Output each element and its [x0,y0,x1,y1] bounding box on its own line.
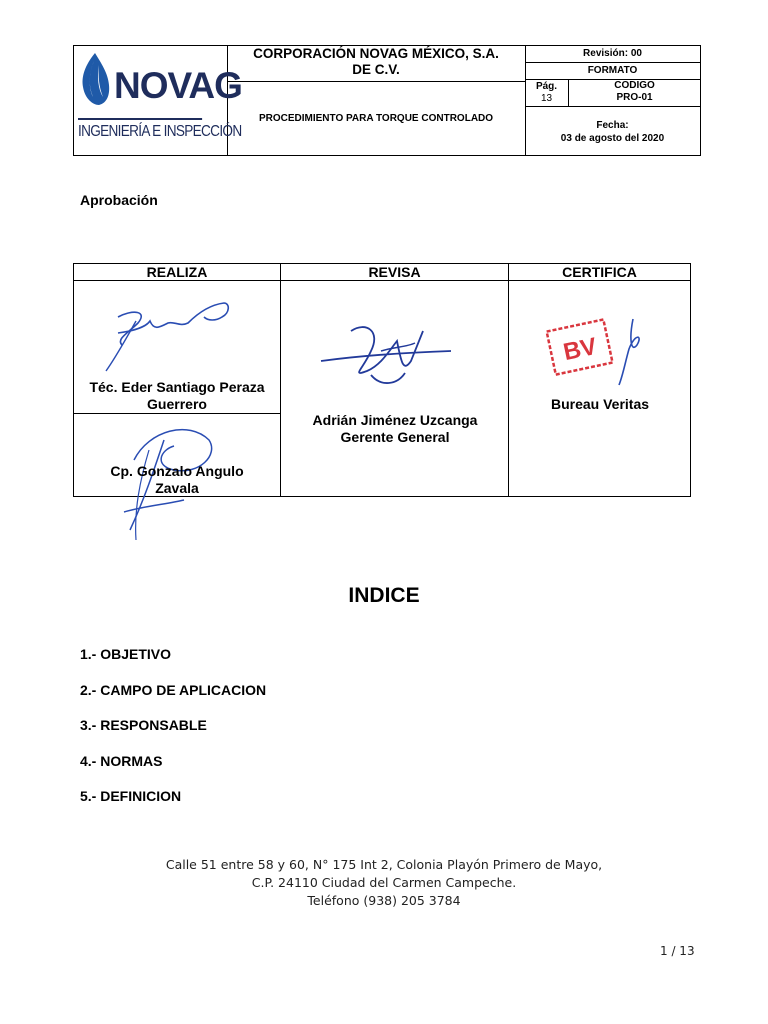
company-name [227,46,525,82]
realiza-name-1-line2: Guerrero [147,396,207,412]
certifica-signature-cell [508,281,690,496]
novag-drop-icon [79,51,111,107]
approval-section-title: Aprobación [80,192,158,208]
logo-subtitle: INGENIERÍA E INSPECCIÓN [78,118,202,141]
code-cell [569,80,700,106]
bureau-veritas-stamp-icon [545,309,655,389]
footer-line-3: Teléfono (938) 205 3784 [307,893,461,908]
header-title-cell [227,46,526,155]
realiza-name-2-line2: Zavala [155,480,199,496]
page-number: 1 / 13 [660,944,695,958]
formato-label: FORMATO [525,63,700,80]
footer-line-2: C.P. 24110 Ciudad del Carmen Campeche. [251,875,517,890]
footer-line-1: Calle 51 entre 58 y 60, N° 175 Int 2, Colonia Playón Primero de Mayo, [165,857,603,872]
signature-3-icon [311,311,461,391]
page-cell [525,80,569,106]
header-certifica: CERTIFICA [508,264,690,281]
realiza-name-1-line1: Téc. Eder Santiago Peraza [89,379,265,395]
index-item-responsable[interactable]: 3.- RESPONSABLE [80,717,207,733]
index-item-objetivo[interactable]: 1.- OBJETIVO [80,646,172,662]
footer-address [0,856,768,910]
index-title: INDICE [348,584,420,607]
revisa-name [281,412,509,446]
index-item-campo-de-aplicacion[interactable]: 2.- CAMPO DE APLICACION [80,682,267,698]
procedure-title: PROCEDIMIENTO PARA TORQUE CONTROLADO [258,113,494,124]
header-meta-cell [525,46,700,155]
company-name-line1: CORPORACIÓN NOVAG MÉXICO, S.A. [253,46,499,61]
revisa-signature-cell [280,281,508,496]
date-cell [525,107,700,155]
realiza-signature-cell-1 [74,281,280,414]
page-value: 13 [540,93,553,104]
date-label: Fecha: [596,120,629,131]
page-code-row [525,80,700,107]
revision-label: Revisión: 00 [525,46,700,63]
realiza-name-2 [74,463,280,497]
revisa-name-line2: Gerente General [340,429,450,445]
logo-wordmark: NOVAG [114,65,242,106]
header-revisa: REVISA [280,264,508,281]
date-value: 03 de agosto del 2020 [560,133,665,144]
realiza-name-2-line1: Cp. Gonzalo Angulo [110,463,244,479]
page-label: Pág. [535,81,558,92]
logo-cell [74,46,242,155]
svg-text:BV: BV [560,332,600,367]
revisa-name-line1: Adrián Jiménez Uzcanga [312,412,478,428]
realiza-name-1 [74,379,280,413]
company-name-line2: DE C.V. [352,62,400,77]
certifica-name: Bureau Veritas [550,396,650,412]
approval-table [73,263,691,497]
index-item-definicion[interactable]: 5.- DEFINICION [80,788,182,804]
realiza-signature-cell-2 [74,414,280,496]
index-item-normas[interactable]: 4.- NORMAS [80,753,163,769]
document-header [73,45,701,156]
code-label: CODIGO [614,80,655,91]
header-realiza: REALIZA [74,264,280,281]
signature-1-icon [88,287,238,377]
code-value: PRO-01 [616,92,653,103]
